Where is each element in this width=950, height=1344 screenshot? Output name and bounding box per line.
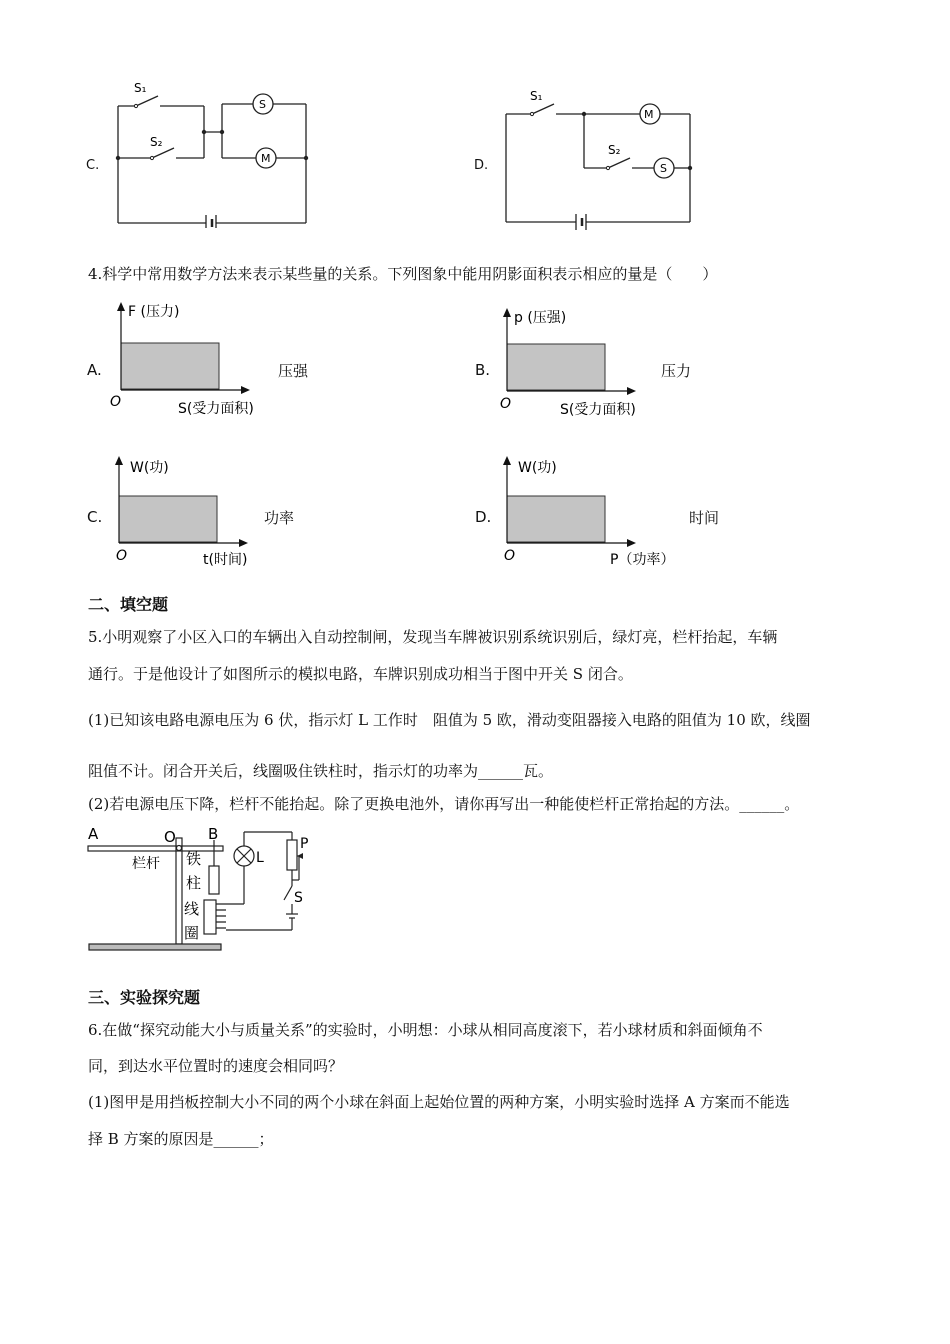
question-6-line-3: (1)图甲是用挡板控制大小不同的两个小球在斜面上起始位置的两种方案，小明实验时选择 A 方案而不能选	[88, 1093, 790, 1111]
question-5-line-3: (1)已知该电路电源电压为 6 伏，指示灯 L 工作时 阻值为 5 欧，滑动变阻器接入电路的阻值为 10 欧，线圈	[88, 711, 811, 729]
option-d-quantity: 时间	[689, 509, 720, 527]
switch-s1-label: S₁	[530, 89, 543, 103]
motor-m-label: M	[261, 152, 271, 165]
iron-label-1: 铁	[186, 850, 202, 868]
option-c-quantity: 功率	[264, 509, 295, 527]
barrier-circuit-figure	[84, 826, 324, 958]
option-d-label: D.	[475, 508, 492, 526]
coil-label-1: 线	[184, 900, 200, 918]
question-5-line-2: 通行。于是他设计了如图所示的模拟电路，车牌识别成功相当于图中开关 S 闭合。	[88, 665, 633, 683]
switch-s2-label: S₂	[150, 135, 163, 149]
lamp-l-label: L	[256, 850, 264, 866]
pivot-o-label: O	[164, 828, 176, 846]
origin-label: O	[116, 548, 128, 564]
option-a-label: A.	[87, 361, 102, 379]
motor-m-label: M	[644, 108, 654, 121]
switch-s-label: S	[294, 890, 303, 906]
option-c-label: C.	[86, 158, 100, 173]
option-b-quantity: 压力	[661, 362, 692, 380]
y-axis-label: p (压强)	[514, 310, 567, 326]
graph-d	[494, 452, 704, 574]
iron-label-2: 柱	[186, 874, 202, 892]
option-b-label: B.	[475, 361, 491, 379]
switch-s1-label: S₁	[134, 81, 147, 95]
circuit-diagram-d	[496, 84, 706, 232]
circuit-diagram-c	[110, 78, 320, 228]
point-a-label: A	[88, 826, 99, 843]
origin-label: O	[110, 394, 122, 410]
barrier-label: 栏杆	[132, 856, 160, 872]
option-a-quantity: 压强	[278, 362, 309, 380]
x-axis-label: P（功率）	[610, 552, 675, 568]
question-5-line-5: (2)若电源电压下降，栏杆不能抬起。除了更换电池外，请你再写出一种能使栏杆正常抬起的方法。______。	[88, 795, 800, 813]
origin-label: O	[500, 396, 512, 412]
rheostat-p-label: P	[300, 836, 309, 852]
section-3-heading: 三、实验探究题	[88, 988, 201, 1007]
question-4-stem: 4.科学中常用数学方法来表示某些量的关系。下列图象中能用阴影面积表示相应的量是（ ）	[88, 265, 718, 283]
y-axis-label: W(功)	[518, 460, 557, 476]
point-b-label: B	[208, 826, 219, 843]
question-5-line-1: 5.小明观察了小区入口的车辆出入自动控制闸，发现当车牌被识别系统识别后，绿灯亮，栏杆抬起，车辆	[88, 628, 778, 646]
x-axis-label: S(受力面积)	[178, 401, 254, 417]
question-6-line-1: 6.在做“探究动能大小与质量关系”的实验时，小明想：小球从相同高度滚下，若小球材质和斜面倾角不	[88, 1021, 763, 1039]
bell-s-label: S	[660, 162, 667, 175]
question-6-line-2: 同，到达水平位置时的速度会相同吗？	[88, 1057, 344, 1075]
coil-label-2: 圈	[184, 924, 200, 942]
y-axis-label: W(功)	[130, 460, 169, 476]
question-5-line-4: 阻值不计。闭合开关后，线圈吸住铁柱时，指示灯的功率为______瓦。	[88, 762, 554, 780]
bell-s-label: S	[259, 98, 266, 111]
y-axis-label: F (压力)	[128, 304, 180, 320]
x-axis-label: t(时间)	[203, 552, 248, 568]
option-d-label: D.	[474, 158, 489, 173]
switch-s2-label: S₂	[608, 143, 621, 157]
origin-label: O	[504, 548, 516, 564]
section-2-heading: 二、填空题	[88, 595, 169, 614]
question-6-line-4: 择 B 方案的原因是______；	[88, 1130, 274, 1148]
x-axis-label: S(受力面积)	[560, 402, 636, 418]
option-c-label: C.	[87, 508, 103, 526]
